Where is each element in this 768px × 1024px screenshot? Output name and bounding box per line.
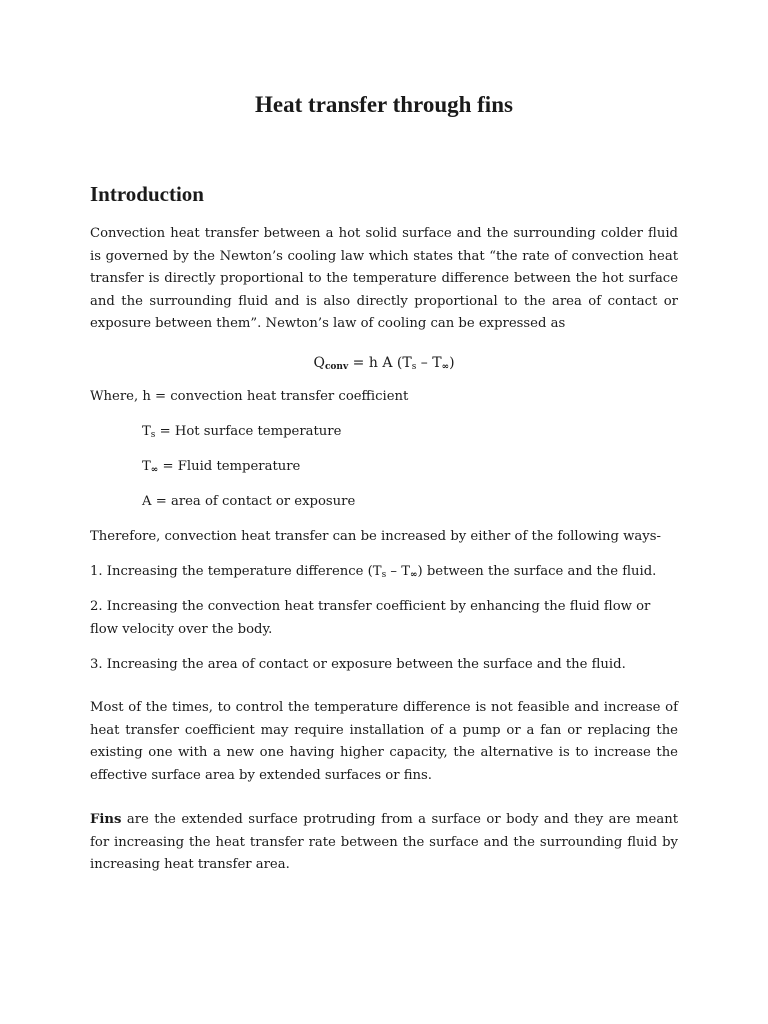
item1-pre: 1. Increasing the temperature difference (T <box>90 564 382 579</box>
therefore-line: Therefore, convection heat transfer can be increased by either of the following ways- <box>90 529 661 544</box>
ts-symbol: T <box>142 424 151 439</box>
intro-paragraph: Convection heat transfer between a hot solid surface and the surrounding colder fluid is governed by the Newton’s cooling law which states that “the rate of convection heat transfer is directly proportional to the temperature difference between the hot surface and the surrounding fluid and is also directly proportional to the area of contact or exposure between them”. Newton’s law of cooling can be expressed as <box>90 226 678 331</box>
eq-close: ) <box>449 355 455 371</box>
fins-definition: are the extended surface protruding from a surface or body and they are meant for increasing the heat transfer rate between the surface and the surrounding fluid by increasing heat transfer area. <box>90 812 678 872</box>
document-title: Heat transfer through fins <box>255 92 513 117</box>
tinf-definition <box>142 456 300 481</box>
list-item-1 <box>90 561 656 586</box>
item1-sub-s: s <box>381 570 387 580</box>
section-heading-introduction: Introduction <box>90 182 204 206</box>
newton-cooling-equation <box>0 352 768 378</box>
eq-q-subscript: conv <box>324 362 349 372</box>
eq-dash: – T <box>416 355 442 371</box>
ts-text: = Hot surface temperature <box>155 424 342 439</box>
area-definition: A = area of contact or exposure <box>142 494 356 509</box>
tinf-text: = Fluid temperature <box>158 459 301 474</box>
item1-mid: – T <box>386 564 411 579</box>
tinf-subscript: ∞ <box>150 465 159 475</box>
fins-term: Fins <box>90 812 122 827</box>
eq-mid: = h A (T <box>348 355 412 371</box>
item1-sub-inf: ∞ <box>410 570 418 580</box>
item1-post: ) between the surface and the fluid. <box>417 564 657 579</box>
eq-inf-subscript: ∞ <box>441 362 450 372</box>
ts-subscript: s <box>150 430 156 440</box>
tinf-symbol: T <box>142 459 151 474</box>
eq-ts-subscript: s <box>411 362 417 372</box>
list-item-3: 3. Increasing the area of contact or exposure between the surface and the fluid. <box>90 657 626 672</box>
list-item-2: 2. Increasing the convection heat transfer coefficient by enhancing the fluid flow or flow velocity over the body. <box>90 599 651 637</box>
ts-definition <box>142 421 341 446</box>
fins-paragraph <box>90 809 678 877</box>
eq-q: Q <box>313 355 325 371</box>
where-h-definition: Where, h = convection heat transfer coefficient <box>90 389 409 404</box>
most-times-paragraph: Most of the times, to control the temperature difference is not feasible and increase of heat transfer coefficient may require installation of a pump or a fan or replacing the existing one with a new one having higher capacity, the alternative is to increase the effective surface area by extended surfaces or fins. <box>90 700 678 783</box>
